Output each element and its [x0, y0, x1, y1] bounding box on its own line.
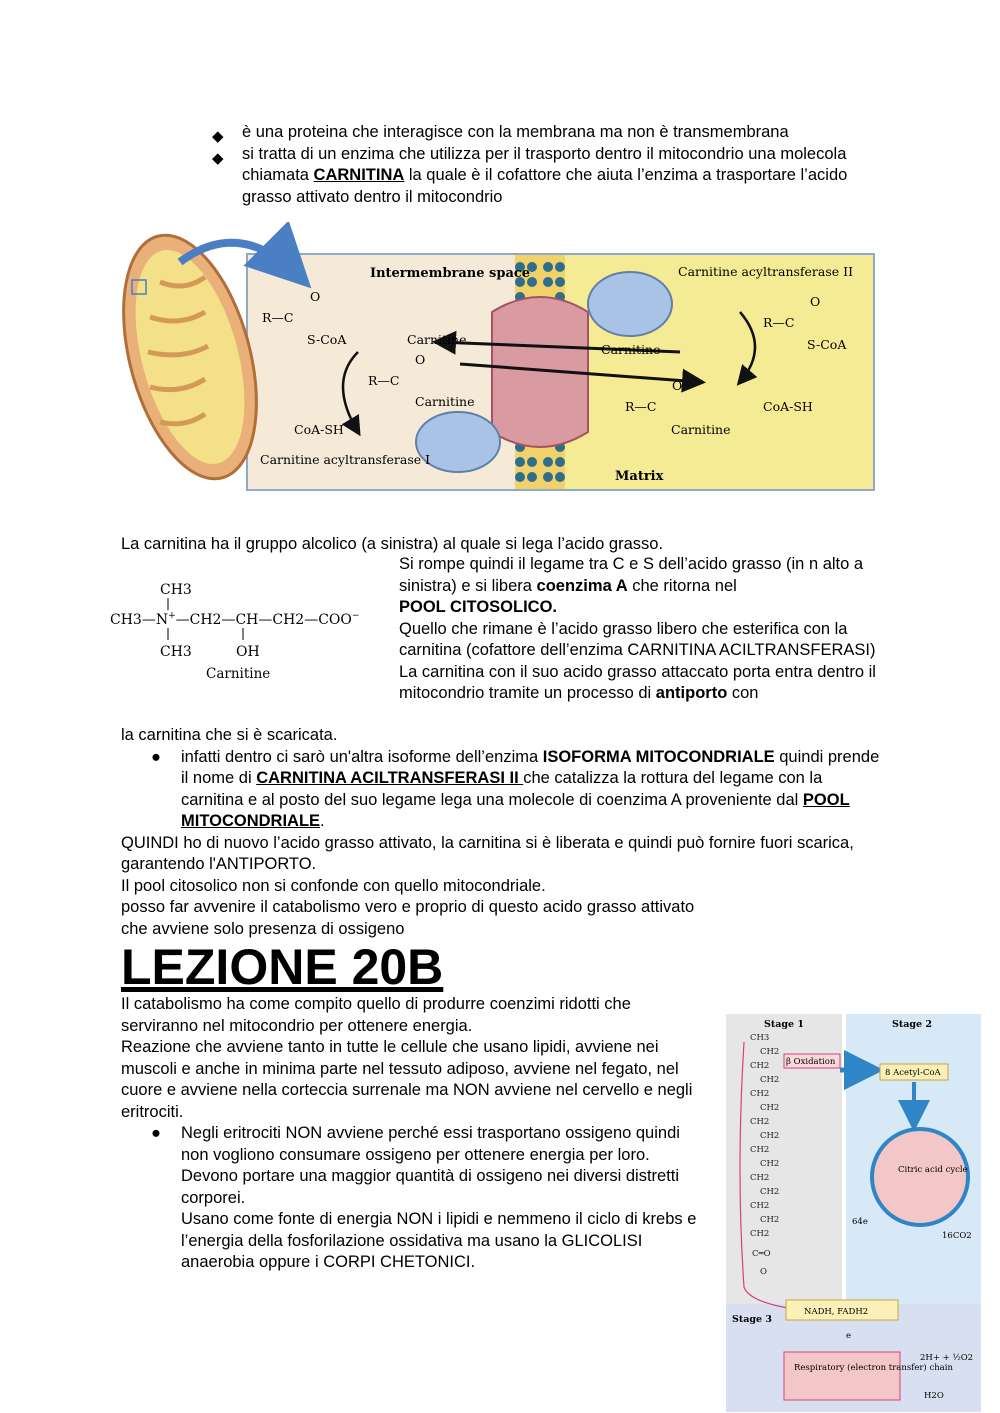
svg-text:Carnitine [671, 422, 731, 437]
list-item [212, 122, 892, 144]
bullet-text: si tratta di un enzima che utilizza per il trasporto dentro il mitocondrio una molecola chiamata [242, 144, 847, 184]
citric-acid-label: Citric acid cycle [898, 1165, 968, 1175]
svg-text:CH3: CH3 [750, 1033, 770, 1043]
paragraph: La carnitina ha il gruppo alcolico (a sinistra) al quale si lega l’acido grasso. [121, 535, 664, 553]
carnitine-caption: Carnitine [206, 666, 271, 682]
list-item [212, 144, 892, 209]
svg-text:CH2: CH2 [750, 1061, 770, 1071]
svg-text:CoA-SH [294, 422, 344, 437]
carnitine-label: Carnitine [407, 332, 467, 347]
paragraph: Il pool citosolico non si confonde con quello mitocondriale. [121, 876, 546, 895]
svg-text:Carnitine [206, 666, 270, 682]
svg-text:CH3: CH3 [160, 644, 192, 660]
svg-text:CoA-SH [763, 399, 813, 414]
svg-text:CH2: CH2 [760, 1103, 780, 1113]
carnitine-shuttle-figure [120, 222, 875, 492]
svg-text:R—C: R—C [625, 399, 657, 414]
svg-text:Intermembrane space [370, 266, 530, 281]
bullet-text: la quale è il cofattore che aiuta l’enzima a trasportare l’acido grasso attivato dentro il mitocondrio [242, 166, 848, 206]
svg-text:2H+ + ½O2: 2H+ + ½O2 [920, 1353, 974, 1363]
svg-text:R—C: R—C [368, 373, 400, 388]
svg-text:e: e [846, 1331, 852, 1341]
svg-text:H2O: H2O [924, 1391, 944, 1401]
svg-text:CH2: CH2 [750, 1117, 770, 1127]
acetyl-coa-label: 8 Acetyl-CoA [885, 1068, 941, 1078]
svg-text:CH2: CH2 [760, 1047, 780, 1057]
svg-text:CH2: CH2 [760, 1131, 780, 1141]
svg-text:Carnitine [415, 394, 475, 409]
carnitine-label: Carnitine [601, 342, 661, 357]
svg-text:Carnitine acyltransferase II [678, 264, 853, 279]
scoa-label: S-CoA [307, 332, 347, 347]
stage3-label: Stage 3 [732, 1314, 773, 1325]
svg-text:O: O [415, 352, 426, 367]
bullet-text: è una proteina che interagisce con la membrana ma non è transmembrana [242, 123, 789, 141]
svg-text:R—C: R—C [262, 310, 294, 325]
svg-text:O: O [310, 289, 321, 304]
svg-text:CH2: CH2 [750, 1089, 770, 1099]
svg-text:Carnitine [601, 342, 661, 357]
svg-text:Carnitine [407, 332, 467, 347]
coash-label: CoA-SH [294, 422, 344, 437]
list-item: ● infatti dentro ci sarò un'altra isoforme dell’enzima ISOFORMA MITOCONDRIALE quindi prende il nome di CARNITINA ACILTRANSFERASI II che catalizza la rottura del legame con la carnitina e al posto del suo legame lega una molecole di coenzima A proveniente dal POOL MITOCONDRIALE. [151, 747, 880, 830]
svg-text:Stage 3 [732, 1314, 772, 1325]
svg-text:64e: 64e [852, 1217, 868, 1227]
svg-text:S-CoA [807, 337, 847, 352]
svg-text:Stage 1 [764, 1019, 804, 1030]
paragraph: Reazione che avviene tanto in tutte le cellule che usano lipidi, avviene nei muscoli e anche in minima parte nel tessuto adiposo, avviene nel fegato, nel cuore e avviene nella corteccia surrenale ma NON avviene nel cervello e negli eritrociti. [121, 1038, 693, 1121]
intermembrane-label: Intermembrane space [370, 266, 531, 281]
svg-text:R—C: R—C [763, 315, 795, 330]
svg-text:O: O [760, 1267, 767, 1277]
svg-text:8 Acetyl-CoA [885, 1068, 941, 1078]
lesson-heading: LEZIONE 20B [121, 939, 444, 995]
right-column-text [399, 554, 879, 705]
catabolism-stages-figure [724, 1012, 984, 1412]
svg-text:β Oxidation [786, 1057, 836, 1067]
svg-text:CH2: CH2 [750, 1201, 770, 1211]
diamond-bullet-icon: ◆ [212, 128, 224, 145]
svg-text:CH2: CH2 [750, 1229, 770, 1239]
paragraph: POOL CITOSOLICO. [399, 598, 557, 616]
paragraph: la carnitina che si è scaricata. [121, 726, 338, 744]
svg-text:CH3—N+—CH2—CH—CH2—COO−: CH3—N+—CH2—CH—CH2—COO− [110, 611, 360, 628]
svg-text:S-CoA [307, 332, 347, 347]
cat1-label: Carnitine acyltransferase I [260, 452, 431, 467]
cat2-label: Carnitine acyltransferase II [678, 264, 854, 279]
paragraph: QUINDI ho di nuovo l’acido grasso attivato, la carnitina si è liberata e quindi può fornire fuori scarica, garantendo l'ANTIPORTO. [121, 833, 854, 873]
svg-text:OH: OH [236, 644, 260, 660]
bullet-dot-icon: ● [151, 747, 161, 766]
svg-text:NADH, FADH2 [804, 1307, 868, 1317]
svg-text:CH2: CH2 [760, 1187, 780, 1197]
matrix-label: Matrix [615, 469, 664, 484]
svg-text:Matrix [615, 469, 664, 484]
stage1-label: Stage 1 [764, 1019, 805, 1030]
paragraph: Quello che rimane è l’acido grasso libero che esterifica con la carnitina (cofattore dell’enzima CARNITINA ACILTRANSFERASI) [399, 619, 876, 659]
svg-text:CH3: CH3 [160, 582, 192, 598]
svg-text:C═O: C═O [752, 1249, 771, 1259]
carnitine-structure-figure [108, 578, 388, 686]
paragraph: Si rompe quindi il legame tra C e S dell’acido grasso (in n alto a sinistra) e si libera coenzima A che ritorna nel [399, 555, 864, 595]
respiratory-chain-label: Respiratory (electron transfer) chain [794, 1363, 953, 1373]
svg-text:CH2: CH2 [760, 1159, 780, 1169]
svg-text:Citric acid cycle [898, 1165, 968, 1175]
paragraph: La carnitina con il suo acido grasso attaccato porta entra dentro il mitocondrio tramite un processo di antiporto con [399, 662, 876, 702]
nadh-label: NADH, FADH2 [804, 1307, 869, 1317]
diamond-bullet-icon: ◆ [212, 149, 224, 167]
list-item: ● Negli eritrociti NON avviene perché essi trasportano ossigeno quindi non vogliono consumare ossigeno per ottenere energia per loro. Devono portare una maggior quantità di ossigeno nei diversi distretti corporei. Usano come fonte di energia NON i lipidi e nemmeno il ciclo di krebs e l’energia della fosforilazione ossidativa ma usano la GLICOLISI anaerobia oppure i CORPI CHETONICI. [151, 1124, 697, 1271]
beta-oxidation-label: β Oxidation [786, 1057, 836, 1067]
paragraph: che avviene solo presenza di ossigeno [121, 919, 405, 938]
svg-text:Respiratory (electron transfer [794, 1362, 953, 1373]
svg-text:O: O [672, 378, 683, 393]
svg-text:CH2: CH2 [750, 1145, 770, 1155]
top-bullet-list [212, 122, 892, 208]
svg-text:16CO2: 16CO2 [942, 1231, 972, 1241]
carnitina-term: CARNITINA [313, 166, 405, 184]
carnitine-label: Carnitine [415, 394, 475, 409]
coash-label: CoA-SH [763, 399, 813, 414]
svg-text:Carnitine acyltransferase I [260, 452, 430, 467]
scoa-label: S-CoA [807, 337, 847, 352]
carnitine-label: Carnitine [671, 422, 731, 437]
svg-text:Stage 2 [892, 1019, 932, 1030]
paragraph: Il catabolismo ha come compito quello di produrre coenzimi ridotti che serviranno nel mitocondrio per ottenere energia. [121, 995, 631, 1035]
bullet-dot-icon: ● [151, 1124, 161, 1142]
enzyme-ii-icon [588, 272, 672, 336]
svg-text:CH2: CH2 [760, 1075, 780, 1085]
svg-text:O: O [810, 294, 821, 309]
stage2-label: Stage 2 [892, 1019, 933, 1030]
svg-text:CH2: CH2 [760, 1215, 780, 1225]
paragraph: posso far avvenire il catabolismo vero e proprio di questo acido grasso attivato [121, 898, 695, 916]
svg-text:CH2: CH2 [750, 1173, 770, 1183]
